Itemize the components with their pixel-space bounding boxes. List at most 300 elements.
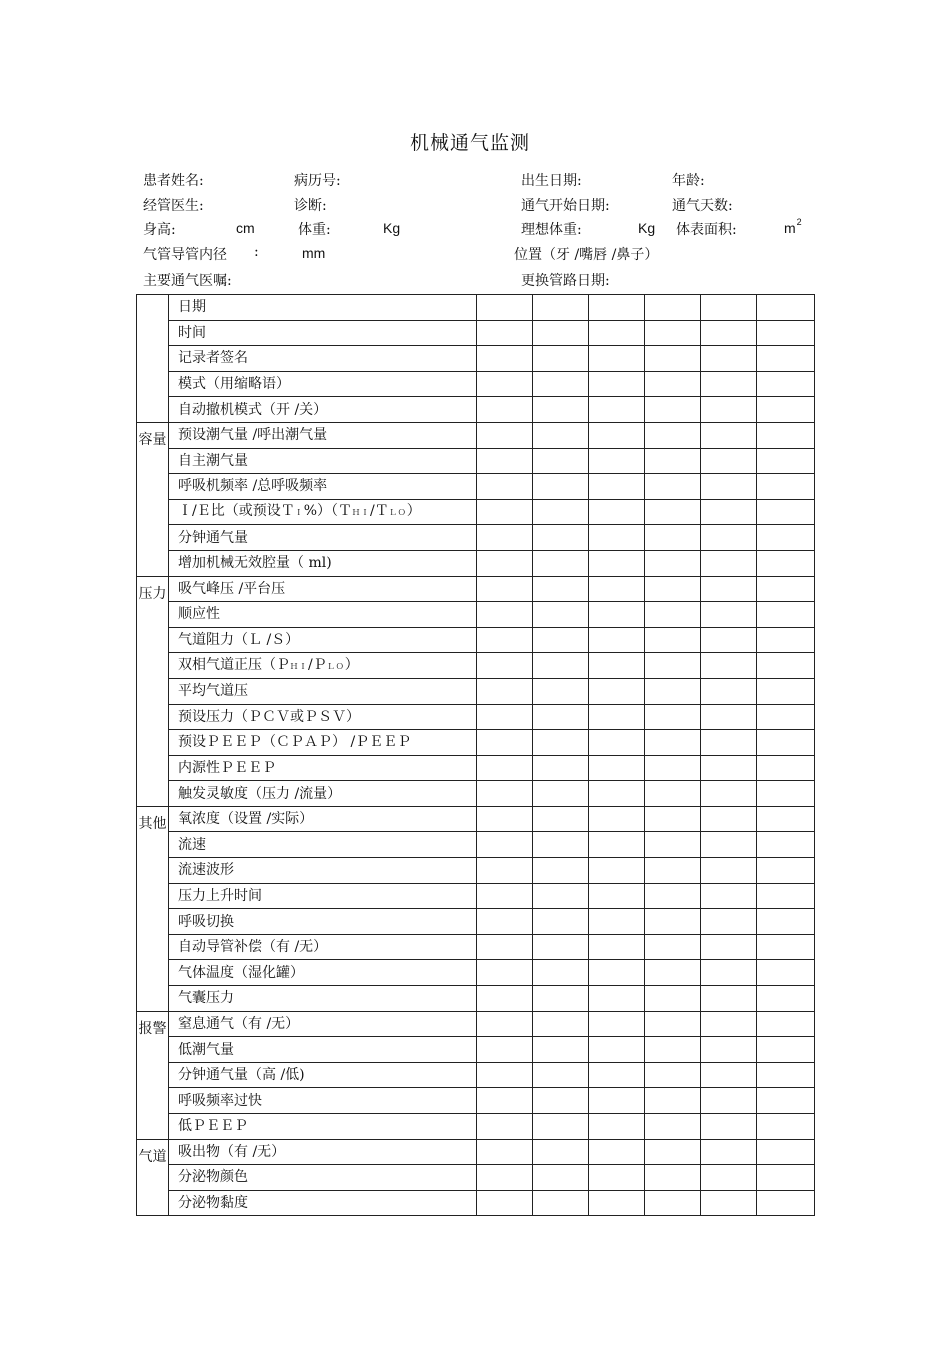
table-row bbox=[137, 832, 815, 858]
entry-cell[interactable] bbox=[477, 1011, 533, 1037]
entry-cell[interactable] bbox=[645, 678, 701, 704]
entry-cell[interactable] bbox=[533, 934, 589, 960]
entry-cell[interactable] bbox=[589, 832, 645, 858]
entry-cell[interactable] bbox=[757, 295, 815, 321]
row-label: 模式（用缩略语） bbox=[169, 371, 477, 397]
entry-cell[interactable] bbox=[533, 320, 589, 346]
entry-cell[interactable] bbox=[533, 1037, 589, 1063]
entry-cell[interactable] bbox=[533, 525, 589, 551]
label-fragment: /Ｐ bbox=[308, 656, 327, 673]
entry-cell[interactable] bbox=[589, 320, 645, 346]
entry-cell[interactable] bbox=[701, 730, 757, 756]
entry-cell[interactable] bbox=[701, 1114, 757, 1140]
row-label: 自主潮气量 bbox=[169, 448, 477, 474]
entry-cell[interactable] bbox=[757, 474, 815, 500]
bsa-unit-exponent: 2 bbox=[796, 217, 802, 227]
entry-cell[interactable] bbox=[645, 883, 701, 909]
entry-cell[interactable] bbox=[701, 806, 757, 832]
label-fragment: ＬＯ bbox=[326, 661, 345, 671]
entry-cell[interactable] bbox=[757, 960, 815, 986]
entry-cell[interactable] bbox=[477, 960, 533, 986]
entry-cell[interactable] bbox=[645, 602, 701, 628]
entry-cell[interactable] bbox=[589, 678, 645, 704]
entry-cell[interactable] bbox=[589, 909, 645, 935]
entry-cell[interactable] bbox=[757, 1165, 815, 1191]
entry-cell[interactable] bbox=[589, 806, 645, 832]
entry-cell[interactable] bbox=[589, 1088, 645, 1114]
entry-cell[interactable] bbox=[701, 1037, 757, 1063]
entry-cell[interactable] bbox=[533, 678, 589, 704]
circuit-change-label: 更换管路日期: bbox=[521, 273, 610, 289]
entry-cell[interactable] bbox=[589, 653, 645, 679]
entry-cell[interactable] bbox=[589, 1062, 645, 1088]
entry-cell[interactable] bbox=[645, 397, 701, 423]
entry-cell[interactable] bbox=[757, 320, 815, 346]
label-fragment: Ｉ/Ｅ比（或预设Ｔ bbox=[178, 503, 295, 520]
category-cell: 气道 bbox=[137, 1139, 169, 1216]
entry-cell[interactable] bbox=[589, 755, 645, 781]
entry-cell[interactable] bbox=[533, 755, 589, 781]
table-row bbox=[137, 934, 815, 960]
record-no-label: 病历号: bbox=[294, 173, 341, 189]
entry-cell[interactable] bbox=[477, 883, 533, 909]
table-row bbox=[137, 295, 815, 321]
height-unit: cm bbox=[236, 220, 255, 236]
entry-cell[interactable] bbox=[701, 499, 757, 525]
entry-cell[interactable] bbox=[645, 704, 701, 730]
entry-cell[interactable] bbox=[477, 1062, 533, 1088]
entry-cell[interactable] bbox=[589, 781, 645, 807]
entry-cell[interactable] bbox=[477, 704, 533, 730]
entry-cell[interactable] bbox=[645, 1088, 701, 1114]
row-label: 吸气峰压 /平台压 bbox=[169, 576, 477, 602]
label-fragment: Ｉ bbox=[294, 508, 304, 518]
ideal-weight-label: 理想体重: bbox=[521, 222, 582, 238]
entry-cell[interactable] bbox=[757, 755, 815, 781]
entry-cell[interactable] bbox=[533, 422, 589, 448]
entry-cell[interactable] bbox=[645, 295, 701, 321]
entry-cell[interactable] bbox=[757, 397, 815, 423]
table-row bbox=[137, 448, 815, 474]
patient-name-label: 患者姓名: bbox=[143, 173, 204, 189]
entry-cell[interactable] bbox=[477, 602, 533, 628]
row-label: 增加机械无效腔量（ ml) bbox=[169, 550, 477, 576]
entry-cell[interactable] bbox=[589, 730, 645, 756]
table-row bbox=[137, 320, 815, 346]
entry-cell[interactable] bbox=[533, 1165, 589, 1191]
entry-cell[interactable] bbox=[589, 883, 645, 909]
entry-cell[interactable] bbox=[477, 576, 533, 602]
entry-cell[interactable] bbox=[645, 909, 701, 935]
entry-cell[interactable] bbox=[701, 1011, 757, 1037]
entry-cell[interactable] bbox=[477, 1165, 533, 1191]
entry-cell[interactable] bbox=[645, 934, 701, 960]
entry-cell[interactable] bbox=[701, 422, 757, 448]
entry-cell[interactable] bbox=[533, 730, 589, 756]
entry-cell[interactable] bbox=[533, 1114, 589, 1140]
table-row bbox=[137, 474, 815, 500]
entry-cell[interactable] bbox=[477, 1190, 533, 1216]
entry-cell[interactable] bbox=[589, 986, 645, 1012]
entry-cell[interactable] bbox=[757, 1139, 815, 1165]
row-label: 压力上升时间 bbox=[169, 883, 477, 909]
label-fragment: ＨＩ bbox=[352, 508, 371, 518]
entry-cell[interactable] bbox=[701, 346, 757, 372]
label-fragment: ） bbox=[344, 656, 359, 673]
entry-cell[interactable] bbox=[757, 986, 815, 1012]
age-label: 年龄: bbox=[672, 173, 705, 189]
entry-cell[interactable] bbox=[701, 755, 757, 781]
entry-cell[interactable] bbox=[645, 755, 701, 781]
vent-start-date-label: 通气开始日期: bbox=[521, 198, 610, 214]
entry-cell[interactable] bbox=[589, 1165, 645, 1191]
entry-cell[interactable] bbox=[645, 1037, 701, 1063]
entry-cell[interactable] bbox=[533, 909, 589, 935]
entry-cell[interactable] bbox=[477, 1088, 533, 1114]
entry-cell[interactable] bbox=[645, 806, 701, 832]
bsa-label: 体表面积: bbox=[676, 222, 737, 238]
entry-cell[interactable] bbox=[477, 934, 533, 960]
table-row bbox=[137, 960, 815, 986]
entry-cell[interactable] bbox=[477, 909, 533, 935]
entry-cell[interactable] bbox=[477, 499, 533, 525]
entry-cell[interactable] bbox=[477, 474, 533, 500]
entry-cell[interactable] bbox=[477, 755, 533, 781]
row-label: 自动导管补偿（有 /无） bbox=[169, 934, 477, 960]
entry-cell[interactable] bbox=[589, 1011, 645, 1037]
entry-cell[interactable] bbox=[645, 525, 701, 551]
entry-cell[interactable] bbox=[757, 525, 815, 551]
entry-cell[interactable] bbox=[757, 1011, 815, 1037]
entry-cell[interactable] bbox=[701, 653, 757, 679]
entry-cell[interactable] bbox=[477, 678, 533, 704]
tube-position-label: 位置（牙 /嘴唇 /鼻子） bbox=[514, 247, 659, 263]
entry-cell[interactable] bbox=[645, 1114, 701, 1140]
entry-cell[interactable] bbox=[757, 576, 815, 602]
entry-cell[interactable] bbox=[701, 858, 757, 884]
entry-cell[interactable] bbox=[645, 858, 701, 884]
entry-cell[interactable] bbox=[589, 371, 645, 397]
entry-cell[interactable] bbox=[757, 730, 815, 756]
entry-cell[interactable] bbox=[757, 1114, 815, 1140]
entry-cell[interactable] bbox=[645, 1190, 701, 1216]
entry-cell[interactable] bbox=[701, 781, 757, 807]
table-row bbox=[137, 1011, 815, 1037]
entry-cell[interactable] bbox=[477, 627, 533, 653]
entry-cell[interactable] bbox=[701, 1139, 757, 1165]
entry-cell[interactable] bbox=[701, 602, 757, 628]
entry-cell[interactable] bbox=[533, 1139, 589, 1165]
row-label: 日期 bbox=[169, 295, 477, 321]
entry-cell[interactable] bbox=[645, 320, 701, 346]
row-label: 氧浓度（设置 /实际） bbox=[169, 806, 477, 832]
entry-cell[interactable] bbox=[533, 499, 589, 525]
entry-cell[interactable] bbox=[645, 832, 701, 858]
entry-cell[interactable] bbox=[645, 1011, 701, 1037]
entry-cell[interactable] bbox=[477, 806, 533, 832]
entry-cell[interactable] bbox=[645, 1062, 701, 1088]
entry-cell[interactable] bbox=[757, 704, 815, 730]
row-label: 吸出物（有 /无） bbox=[169, 1139, 477, 1165]
tube-colon: : bbox=[254, 244, 259, 260]
entry-cell[interactable] bbox=[533, 295, 589, 321]
entry-cell[interactable] bbox=[477, 986, 533, 1012]
entry-cell[interactable] bbox=[477, 832, 533, 858]
entry-cell[interactable] bbox=[589, 1114, 645, 1140]
entry-cell[interactable] bbox=[701, 627, 757, 653]
entry-cell[interactable] bbox=[701, 1088, 757, 1114]
table-row bbox=[137, 499, 815, 525]
entry-cell[interactable] bbox=[701, 576, 757, 602]
entry-cell[interactable] bbox=[477, 1037, 533, 1063]
entry-cell[interactable] bbox=[701, 474, 757, 500]
entry-cell[interactable] bbox=[477, 295, 533, 321]
entry-cell[interactable] bbox=[477, 653, 533, 679]
entry-cell[interactable] bbox=[757, 1190, 815, 1216]
category-cell: 压力 bbox=[137, 576, 169, 806]
entry-cell[interactable] bbox=[533, 346, 589, 372]
table-row bbox=[137, 1088, 815, 1114]
entry-cell[interactable] bbox=[645, 448, 701, 474]
entry-cell[interactable] bbox=[701, 934, 757, 960]
entry-cell[interactable] bbox=[701, 704, 757, 730]
entry-cell[interactable] bbox=[645, 1165, 701, 1191]
entry-cell[interactable] bbox=[645, 986, 701, 1012]
entry-cell[interactable] bbox=[757, 832, 815, 858]
entry-cell[interactable] bbox=[477, 422, 533, 448]
entry-cell[interactable] bbox=[589, 576, 645, 602]
table-row bbox=[137, 678, 815, 704]
entry-cell[interactable] bbox=[533, 576, 589, 602]
entry-cell[interactable] bbox=[645, 576, 701, 602]
entry-cell[interactable] bbox=[757, 1037, 815, 1063]
entry-cell[interactable] bbox=[477, 1139, 533, 1165]
category-cell: 其他 bbox=[137, 806, 169, 1011]
entry-cell[interactable] bbox=[533, 832, 589, 858]
row-label: 分钟通气量 bbox=[169, 525, 477, 551]
table-row bbox=[137, 781, 815, 807]
entry-cell[interactable] bbox=[757, 1088, 815, 1114]
entry-cell[interactable] bbox=[701, 320, 757, 346]
label-fragment: ） bbox=[406, 503, 421, 520]
table-row bbox=[137, 525, 815, 551]
entry-cell[interactable] bbox=[477, 320, 533, 346]
entry-cell[interactable] bbox=[701, 960, 757, 986]
entry-cell[interactable] bbox=[589, 934, 645, 960]
row-label: 触发灵敏度（压力 /流量） bbox=[169, 781, 477, 807]
entry-cell[interactable] bbox=[757, 371, 815, 397]
entry-cell[interactable] bbox=[477, 448, 533, 474]
entry-cell[interactable] bbox=[477, 397, 533, 423]
table-row bbox=[137, 755, 815, 781]
entry-cell[interactable] bbox=[645, 730, 701, 756]
entry-cell[interactable] bbox=[533, 371, 589, 397]
table-row bbox=[137, 653, 815, 679]
table-row bbox=[137, 1139, 815, 1165]
entry-cell[interactable] bbox=[757, 602, 815, 628]
monitoring-table bbox=[136, 294, 815, 1216]
row-label: 预设ＰＥＥＰ（ＣＰＡＰ） /ＰＥＥＰ bbox=[169, 730, 477, 756]
entry-cell[interactable] bbox=[701, 550, 757, 576]
entry-cell[interactable] bbox=[701, 397, 757, 423]
entry-cell[interactable] bbox=[533, 704, 589, 730]
entry-cell[interactable] bbox=[645, 653, 701, 679]
vent-days-label: 通气天数: bbox=[672, 198, 733, 214]
entry-cell[interactable] bbox=[757, 781, 815, 807]
entry-cell[interactable] bbox=[701, 1165, 757, 1191]
row-label: 窒息通气（有 /无） bbox=[169, 1011, 477, 1037]
row-label: 低潮气量 bbox=[169, 1037, 477, 1063]
entry-cell[interactable] bbox=[477, 371, 533, 397]
table-row bbox=[137, 576, 815, 602]
entry-cell[interactable] bbox=[533, 883, 589, 909]
entry-cell[interactable] bbox=[645, 781, 701, 807]
entry-cell[interactable] bbox=[477, 525, 533, 551]
entry-cell[interactable] bbox=[701, 1190, 757, 1216]
table-row bbox=[137, 371, 815, 397]
entry-cell[interactable] bbox=[589, 474, 645, 500]
entry-cell[interactable] bbox=[533, 448, 589, 474]
entry-cell[interactable] bbox=[589, 960, 645, 986]
entry-cell[interactable] bbox=[589, 1190, 645, 1216]
row-label: 自动撤机模式（开 /关） bbox=[169, 397, 477, 423]
doctor-label: 经管医生: bbox=[143, 198, 204, 214]
entry-cell[interactable] bbox=[701, 371, 757, 397]
entry-cell[interactable] bbox=[757, 858, 815, 884]
entry-cell[interactable] bbox=[701, 986, 757, 1012]
entry-cell[interactable] bbox=[477, 1114, 533, 1140]
table-row bbox=[137, 806, 815, 832]
entry-cell[interactable] bbox=[533, 602, 589, 628]
entry-cell[interactable] bbox=[589, 704, 645, 730]
ideal-weight-unit: Kg bbox=[638, 220, 656, 236]
table-row bbox=[137, 1190, 815, 1216]
entry-cell[interactable] bbox=[757, 627, 815, 653]
entry-cell[interactable] bbox=[701, 883, 757, 909]
table-row bbox=[137, 986, 815, 1012]
entry-cell[interactable] bbox=[645, 474, 701, 500]
entry-cell[interactable] bbox=[645, 371, 701, 397]
entry-cell[interactable] bbox=[533, 781, 589, 807]
entry-cell[interactable] bbox=[757, 422, 815, 448]
entry-cell[interactable] bbox=[757, 883, 815, 909]
row-label: 低ＰＥＥＰ bbox=[169, 1114, 477, 1140]
entry-cell[interactable] bbox=[533, 858, 589, 884]
entry-cell[interactable] bbox=[589, 295, 645, 321]
row-label: 内源性ＰＥＥＰ bbox=[169, 755, 477, 781]
entry-cell[interactable] bbox=[589, 499, 645, 525]
weight-unit: Kg bbox=[383, 220, 401, 236]
label-fragment: 双相气道正压（Ｐ bbox=[178, 656, 290, 673]
entry-cell[interactable] bbox=[701, 678, 757, 704]
entry-cell[interactable] bbox=[477, 730, 533, 756]
main-orders-label: 主要通气医嘱: bbox=[143, 273, 232, 289]
entry-cell[interactable] bbox=[757, 934, 815, 960]
row-label: 平均气道压 bbox=[169, 678, 477, 704]
entry-cell[interactable] bbox=[533, 1011, 589, 1037]
entry-cell[interactable] bbox=[533, 653, 589, 679]
row-label: 气囊压力 bbox=[169, 986, 477, 1012]
entry-cell[interactable] bbox=[701, 525, 757, 551]
entry-cell[interactable] bbox=[701, 909, 757, 935]
entry-cell[interactable] bbox=[757, 1062, 815, 1088]
entry-cell[interactable] bbox=[533, 960, 589, 986]
birth-date-label: 出生日期: bbox=[521, 173, 582, 189]
label-fragment: ＨＩ bbox=[290, 661, 308, 671]
entry-cell[interactable] bbox=[757, 678, 815, 704]
entry-cell[interactable] bbox=[645, 960, 701, 986]
entry-cell[interactable] bbox=[533, 1190, 589, 1216]
table-row bbox=[137, 550, 815, 576]
entry-cell[interactable] bbox=[757, 346, 815, 372]
table-row bbox=[137, 1165, 815, 1191]
entry-cell[interactable] bbox=[757, 550, 815, 576]
entry-cell[interactable] bbox=[589, 397, 645, 423]
entry-cell[interactable] bbox=[533, 550, 589, 576]
entry-cell[interactable] bbox=[533, 986, 589, 1012]
entry-cell[interactable] bbox=[701, 1062, 757, 1088]
row-label: 流速波形 bbox=[169, 858, 477, 884]
row-label: 气道阻力（Ｌ /Ｓ） bbox=[169, 627, 477, 653]
entry-cell[interactable] bbox=[645, 499, 701, 525]
entry-cell[interactable] bbox=[477, 550, 533, 576]
entry-cell[interactable] bbox=[645, 550, 701, 576]
entry-cell[interactable] bbox=[589, 550, 645, 576]
entry-cell[interactable] bbox=[757, 448, 815, 474]
entry-cell[interactable] bbox=[589, 627, 645, 653]
entry-cell[interactable] bbox=[589, 1139, 645, 1165]
entry-cell[interactable] bbox=[757, 909, 815, 935]
entry-cell[interactable] bbox=[645, 1139, 701, 1165]
entry-cell[interactable] bbox=[533, 397, 589, 423]
entry-cell[interactable] bbox=[757, 806, 815, 832]
entry-cell[interactable] bbox=[533, 1062, 589, 1088]
row-label bbox=[169, 499, 477, 525]
entry-cell[interactable] bbox=[701, 832, 757, 858]
entry-cell[interactable] bbox=[701, 448, 757, 474]
entry-cell[interactable] bbox=[533, 806, 589, 832]
entry-cell[interactable] bbox=[645, 422, 701, 448]
page-title: 机械通气监测 bbox=[409, 132, 530, 154]
entry-cell[interactable] bbox=[757, 653, 815, 679]
row-label: 流速 bbox=[169, 832, 477, 858]
row-label: 预设压力（ＰＣＶ或ＰＳＶ） bbox=[169, 704, 477, 730]
entry-cell[interactable] bbox=[533, 1088, 589, 1114]
entry-cell[interactable] bbox=[533, 627, 589, 653]
entry-cell[interactable] bbox=[477, 346, 533, 372]
entry-cell[interactable] bbox=[589, 346, 645, 372]
table-row bbox=[137, 858, 815, 884]
entry-cell[interactable] bbox=[477, 858, 533, 884]
entry-cell[interactable] bbox=[589, 602, 645, 628]
entry-cell[interactable] bbox=[589, 858, 645, 884]
entry-cell[interactable] bbox=[757, 499, 815, 525]
table-row bbox=[137, 883, 815, 909]
entry-cell[interactable] bbox=[589, 1037, 645, 1063]
entry-cell[interactable] bbox=[589, 525, 645, 551]
table-row bbox=[137, 1114, 815, 1140]
entry-cell[interactable] bbox=[589, 448, 645, 474]
entry-cell[interactable] bbox=[645, 627, 701, 653]
entry-cell[interactable] bbox=[645, 346, 701, 372]
table-row bbox=[137, 397, 815, 423]
entry-cell[interactable] bbox=[533, 474, 589, 500]
category-cell: 容量 bbox=[137, 422, 169, 576]
entry-cell[interactable] bbox=[477, 781, 533, 807]
weight-label: 体重: bbox=[298, 222, 331, 238]
entry-cell[interactable] bbox=[701, 295, 757, 321]
entry-cell[interactable] bbox=[589, 422, 645, 448]
